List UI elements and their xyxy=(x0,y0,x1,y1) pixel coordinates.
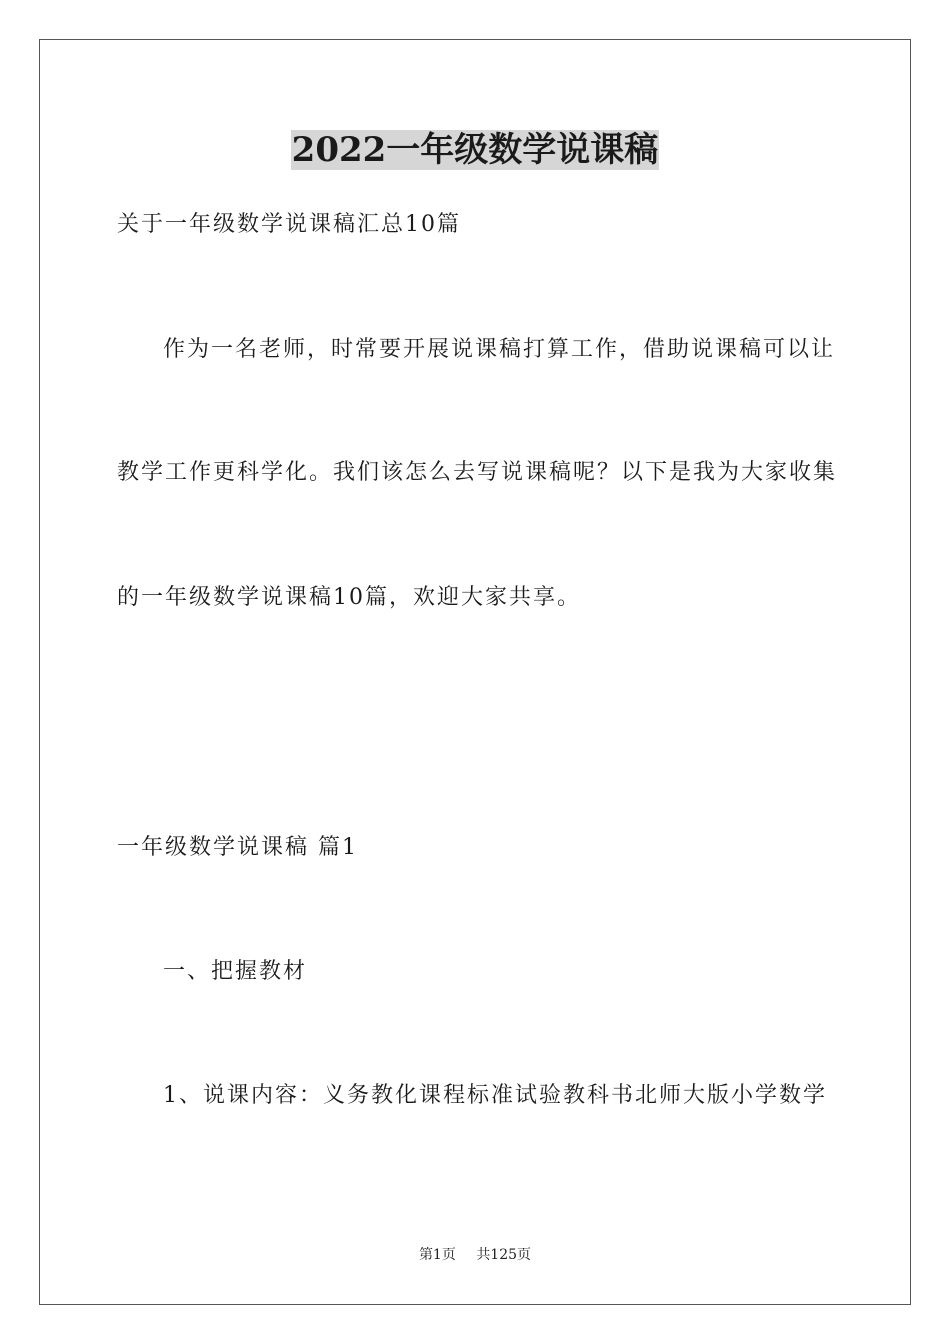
page-footer xyxy=(0,1245,950,1265)
item-1-text: 1、说课内容：义务教化课程标准试验教科书北师大版小学数学 xyxy=(163,1083,827,1108)
document-title-text: 2022一年级数学说课稿 xyxy=(291,130,659,170)
document-title xyxy=(0,128,950,172)
document-subtitle: 关于一年级数学说课稿汇总10篇 xyxy=(117,212,461,237)
intro-line-1: 作为一名老师，时常要开展说课稿打算工作，借助说课稿可以让 xyxy=(163,337,836,362)
intro-line-3: 的一年级数学说课稿10篇，欢迎大家共享。 xyxy=(117,585,581,610)
total-pages: 共125页 xyxy=(476,1247,532,1263)
intro-line-2: 教学工作更科学化。我们该怎么去写说课稿呢？以下是我为大家收集 xyxy=(117,460,838,485)
subheading: 一、把握教材 xyxy=(163,959,308,984)
section-heading: 一年级数学说课稿 篇1 xyxy=(117,835,358,860)
page-number: 第1页 xyxy=(418,1247,456,1263)
